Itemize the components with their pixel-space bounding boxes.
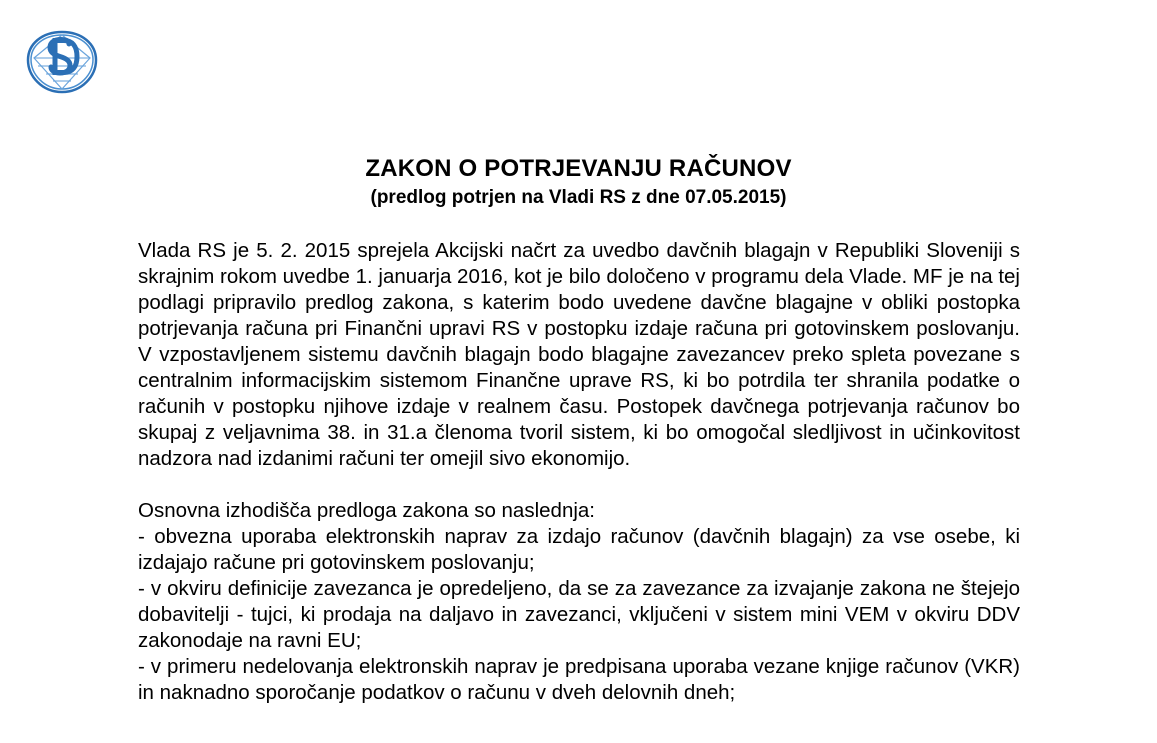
sd-diamond-logo-icon (22, 28, 102, 96)
list-item: - v okviru definicije zavezanca je opredeljeno, da se za zavezance za izvajanje zakona ne štejejo dobavitelji - tujci, ki prodaja na daljavo in zavezanci, vključeni v sistem mini VEM v okviru DDV zakonodaje na ravni EU; (138, 577, 1020, 652)
list-item: - v primeru nedelovanja elektronskih naprav je predpisana uporaba vezane knjige računov (VKR) in naknadno sporočanje podatkov o računu v dveh delovnih dneh; (138, 655, 1020, 704)
list-lead-in: Osnovna izhodišča predloga zakona so naslednja: (138, 499, 595, 522)
title-block (0, 155, 1157, 209)
list-item: - obvezna uporaba elektronskih naprav za izdajo računov (davčnih blagajn) za vse osebe, ki izdajajo račune pri gotovinskem poslovanju; (138, 525, 1020, 574)
document-body (138, 238, 1020, 706)
page-subtitle: (predlog potrjen na Vladi RS z dne 07.05.2015) (370, 187, 787, 209)
paragraph-spacer (138, 472, 1020, 498)
page-title: ZAKON O POTRJEVANJU RAČUNOV (365, 155, 792, 182)
paragraph-intro: Vlada RS je 5. 2. 2015 sprejela Akcijski načrt za uvedbo davčnih blagajn v Republiki Sloveniji s skrajnim rokom uvedbe 1. januarja 2016, kot je bilo določeno v programu dela Vlade. MF je na tej podlagi pripravilo predlog zakona, s katerim bodo uvedene davčne blagajne v obliki postopka potrjevanja računa pri Finančni upravi RS v postopku izdaje računa pri gotovinskem poslovanju. V vzpostavljenem sistemu davčnih blagajn bodo blagajne zavezancev preko spleta povezane s centralnim informacijskim sistemom Finančne uprave RS, ki bo potrdila ter shranila podatke o računih v postopku njihove izdaje v realnem času. Postopek davčnega potrjevanja računov bo skupaj z veljavnima 38. in 31.a členoma tvoril sistem, ki bo omogočal sledljivost in učinkovitost nadzora nad izdanimi računi ter omejil sivo ekonomijo. (138, 239, 1020, 470)
